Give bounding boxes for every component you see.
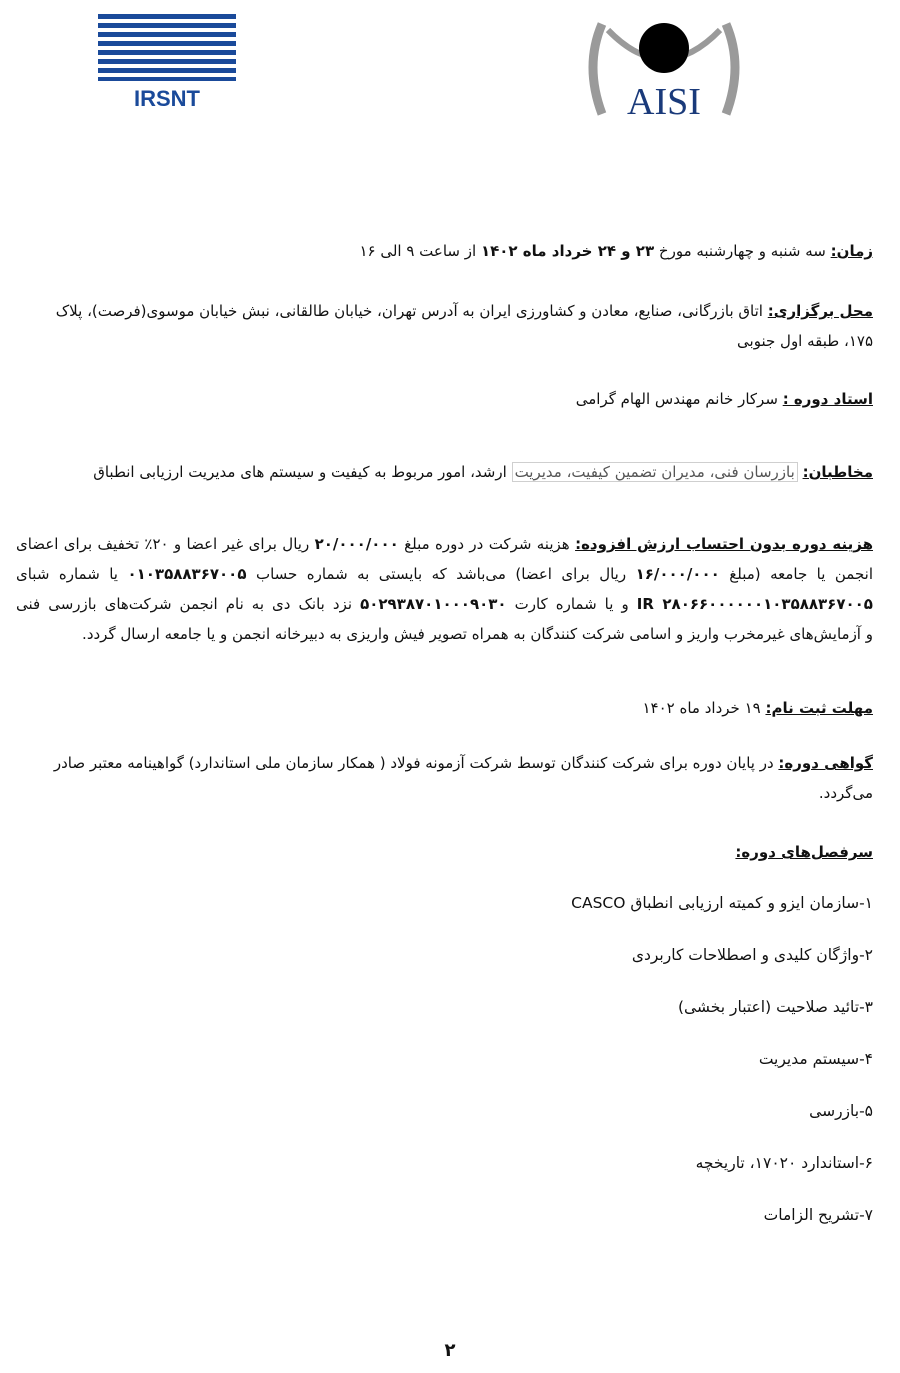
fee-account-number: ۰۱۰۳۵۸۸۳۶۷۰۰۵ [127,565,247,583]
syllabus-label: سرفصل‌های دوره: [735,843,873,861]
instructor-row [576,384,873,414]
audience-label: مخاطبان: [802,463,873,481]
fee-text-1a: هزینه شرکت در دوره مبلغ [404,535,570,553]
fee-text-2a: انجمن یا جامعه (مبلغ [729,565,873,583]
aisi-logo [580,18,748,122]
syllabus-item: ۳-تائید صلاحیت (اعتبار بخشی) [677,998,873,1016]
time-label: زمان: [830,242,873,260]
syllabus-item: ۲-واژگان کلیدی و اصطلاحات کاربردی [631,946,873,964]
time-dates: ۲۳ و ۲۴ خرداد ماه ۱۴۰۲ [480,242,655,260]
time-hours: از ساعت ۹ الی ۱۶ [359,242,477,260]
fee-amount-member: ۱۶/۰۰۰/۰۰۰ [635,565,720,583]
fee-text-2e: یا شماره شبای [16,565,118,583]
fee-text-3b: و یا شماره کارت [514,595,629,613]
syllabus-item: ۵-بازرسی [809,1102,873,1120]
syllabus-item: ۷-تشریح الزامات [763,1206,873,1224]
venue-line1: اتاق بازرگانی، صنایع، معادن و کشاورزی ایران به آدرس تهران، خیابان طالقانی، نبش خیابان موسوی(فرصت)، پلاک [55,302,763,320]
audience-boxed-text: بازرسان فنی، مدیران تضمین کیفیت، مدیریت [512,462,798,482]
fee-text-4: و آزمایش‌های غیرمخرب واریز و اسامی شرکت کنندگان به همراه تصویر فیش واریزی به دبیرخانه انجمن و یا جامعه ارسال گردد. [82,625,873,643]
irsnt-logo [96,14,238,110]
fee-text-3d: نزد بانک دی به نام انجمن شرکت‌های بازرسی فنی [16,595,353,613]
fee-text-1c: ریال برای غیر اعضا و ۲۰٪ تخفیف برای اعضای [16,535,310,553]
time-row [359,236,873,266]
venue-label: محل برگزاری: [767,302,873,320]
time-pre: سه شنبه و چهارشنبه مورخ [658,242,826,260]
syllabus-item: ۶-استاندارد ۱۷۰۲۰، تاریخچه [695,1154,873,1172]
fee-text-2c: ریال برای اعضا) می‌باشد که بایستی به شماره حساب [255,565,627,583]
audience-row [93,457,873,487]
venue-row [56,296,873,356]
instructor-name: سرکار خانم مهندس الهام گرامی [575,390,778,408]
venue-line2: ۱۷۵، طبقه اول جنوبی [737,332,873,350]
certificate-line1: در پایان دوره برای شرکت کنندگان توسط شرکت آزمونه فولاد ( همکار سازمان ملی استاندارد) گواهینامه معتبر صادر [53,754,774,772]
deadline-row [642,693,873,723]
irsnt-logo-text: IRSNT [134,86,200,110]
certificate-row [16,748,873,808]
instructor-label: استاد دوره : [782,390,873,408]
aisi-logo-text: AISI [627,81,701,122]
deadline-label: مهلت ثبت نام: [765,699,873,717]
fee-label: هزینه دوره بدون احتساب ارزش افزوده: [575,535,873,553]
fee-card-number: ۵۰۲۹۳۸۷۰۱۰۰۰۹۰۳۰ [360,595,507,613]
syllabus-item: ۴-سیستم مدیریت [758,1050,873,1068]
certificate-label: گواهی دوره: [778,754,873,772]
deadline-date: ۱۹ خرداد ماه ۱۴۰۲ [642,699,761,717]
audience-rest: ارشد، امور مربوط به کیفیت و سیستم های مدیریت ارزیابی انطباق [93,463,507,481]
page-number: ۲ [444,1340,456,1361]
syllabus-heading [735,837,873,867]
fee-section [16,529,873,649]
fee-amount-nonmember: ۲۰/۰۰۰/۰۰۰ [314,535,399,553]
fee-sheba-number: IR ۲۸۰۶۶۰۰۰۰۰۰۱۰۳۵۸۸۳۶۷۰۰۵ [636,595,873,613]
syllabus-item: ۱-سازمان ایزو و کمیته ارزیابی انطباق CASCO [571,894,873,912]
certificate-line2: می‌گردد. [818,784,873,802]
